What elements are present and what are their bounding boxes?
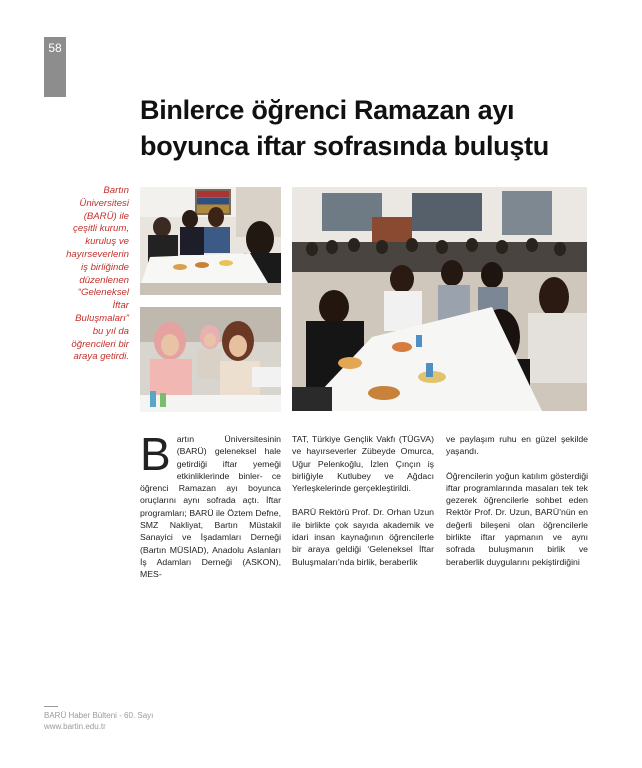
pullquote-line: Üniversitesi: [79, 197, 129, 209]
pullquote-line: “Geleneksel: [77, 287, 129, 299]
body-column-2: [292, 433, 434, 580]
photo-iftar-hall: [292, 187, 587, 411]
pullquote-line: öğrencileri bir: [71, 338, 129, 350]
page-number: 58: [48, 41, 62, 55]
body-column-1: [140, 428, 281, 593]
body-paragraph: [140, 428, 281, 581]
pullquote-line: İftar: [112, 300, 129, 312]
pullquote: [40, 185, 129, 364]
body-paragraph: BARÜ Rektörü Prof. Dr. Orhan Uzun ile birlikte çok sayıda akademik ve idari insan kaynağının öğrencilerle bir araya geldiği ‘Geleneksel İftar Buluşmaları’nda birlik, beraberlik: [292, 507, 434, 567]
pullquote-line: bu yıl da: [92, 325, 129, 337]
pullquote-line: çeşitli kurum,: [73, 223, 129, 235]
photo-female-students: [140, 307, 281, 412]
footer-bulletin: BARÜ Haber Bülteni - 60. Sayı: [44, 711, 154, 720]
title-line-1: Binlerce öğrenci Ramazan ayı: [140, 95, 515, 125]
body-column-3: [446, 433, 588, 580]
article-title: [140, 92, 600, 164]
pullquote-line: Bartın: [103, 185, 129, 196]
footer-rule: [44, 706, 58, 707]
pullquote-line: araya getirdi.: [73, 351, 129, 363]
photo-students-iftar-table: [140, 187, 281, 295]
pullquote-line: düzenlenen: [79, 274, 129, 286]
body-text: ce öğrenci Ramazan ayı boyunca oruçlarını aynı sofrada açtı. İftar programları; BARÜ ile Öztem Defne, SMZ Nakliyat, Bartın Müstakil Sanayici ve İşadamları Derneği (Bartın MÜSİAD), Anadolu Aslanları İş Adamları Derneği (ASKON), MES-: [140, 470, 281, 580]
pullquote-line: hayırseverlerin: [66, 248, 129, 260]
lead-text: artın Üniversitesinin (BARÜ) geleneksel hale getirdiği iftar yemeği etkinliklerinde binler-: [176, 434, 281, 481]
dropcap: B: [140, 428, 171, 480]
pullquote-line: kuruluş ve: [85, 236, 129, 248]
title-line-2: boyunca iftar sofrasında buluştu: [140, 131, 549, 161]
pullquote-line: Buluşmaları”: [75, 312, 129, 324]
body-paragraph: Öğrencilerin yoğun katılım gösterdiği iftar programlarında masaları tek tek gezerek öğrencilerle sohbet eden Rektör Prof. Dr. Uzun, BARÜ’nün en değerli bileşeni olan öğrencilerle birlikte iftar yapmanın ve aynı sofrada buluşmanın birlik ve beraberlik duygularını pekiştirdiğini: [446, 470, 588, 567]
pullquote-line: (BARÜ) ile: [83, 210, 129, 222]
page-number-tab: [44, 37, 66, 97]
footer-website-link[interactable]: www.bartin.edu.tr: [44, 722, 106, 731]
body-paragraph: ve paylaşım ruhu en güzel şekilde yaşandı.: [446, 434, 588, 457]
body-paragraph: TAT, Türkiye Gençlik Vakfı (TÜGVA) ve hayırseverler Zübeyde Omurca, Uğur Pelenkoğlu, İzlen Çınçın iş birliğiyle Kutlubey ve Ağdacı Yerleşkelerinde gerçekleştirildi.: [292, 434, 434, 494]
pullquote-line: iş birliğinde: [81, 261, 129, 273]
